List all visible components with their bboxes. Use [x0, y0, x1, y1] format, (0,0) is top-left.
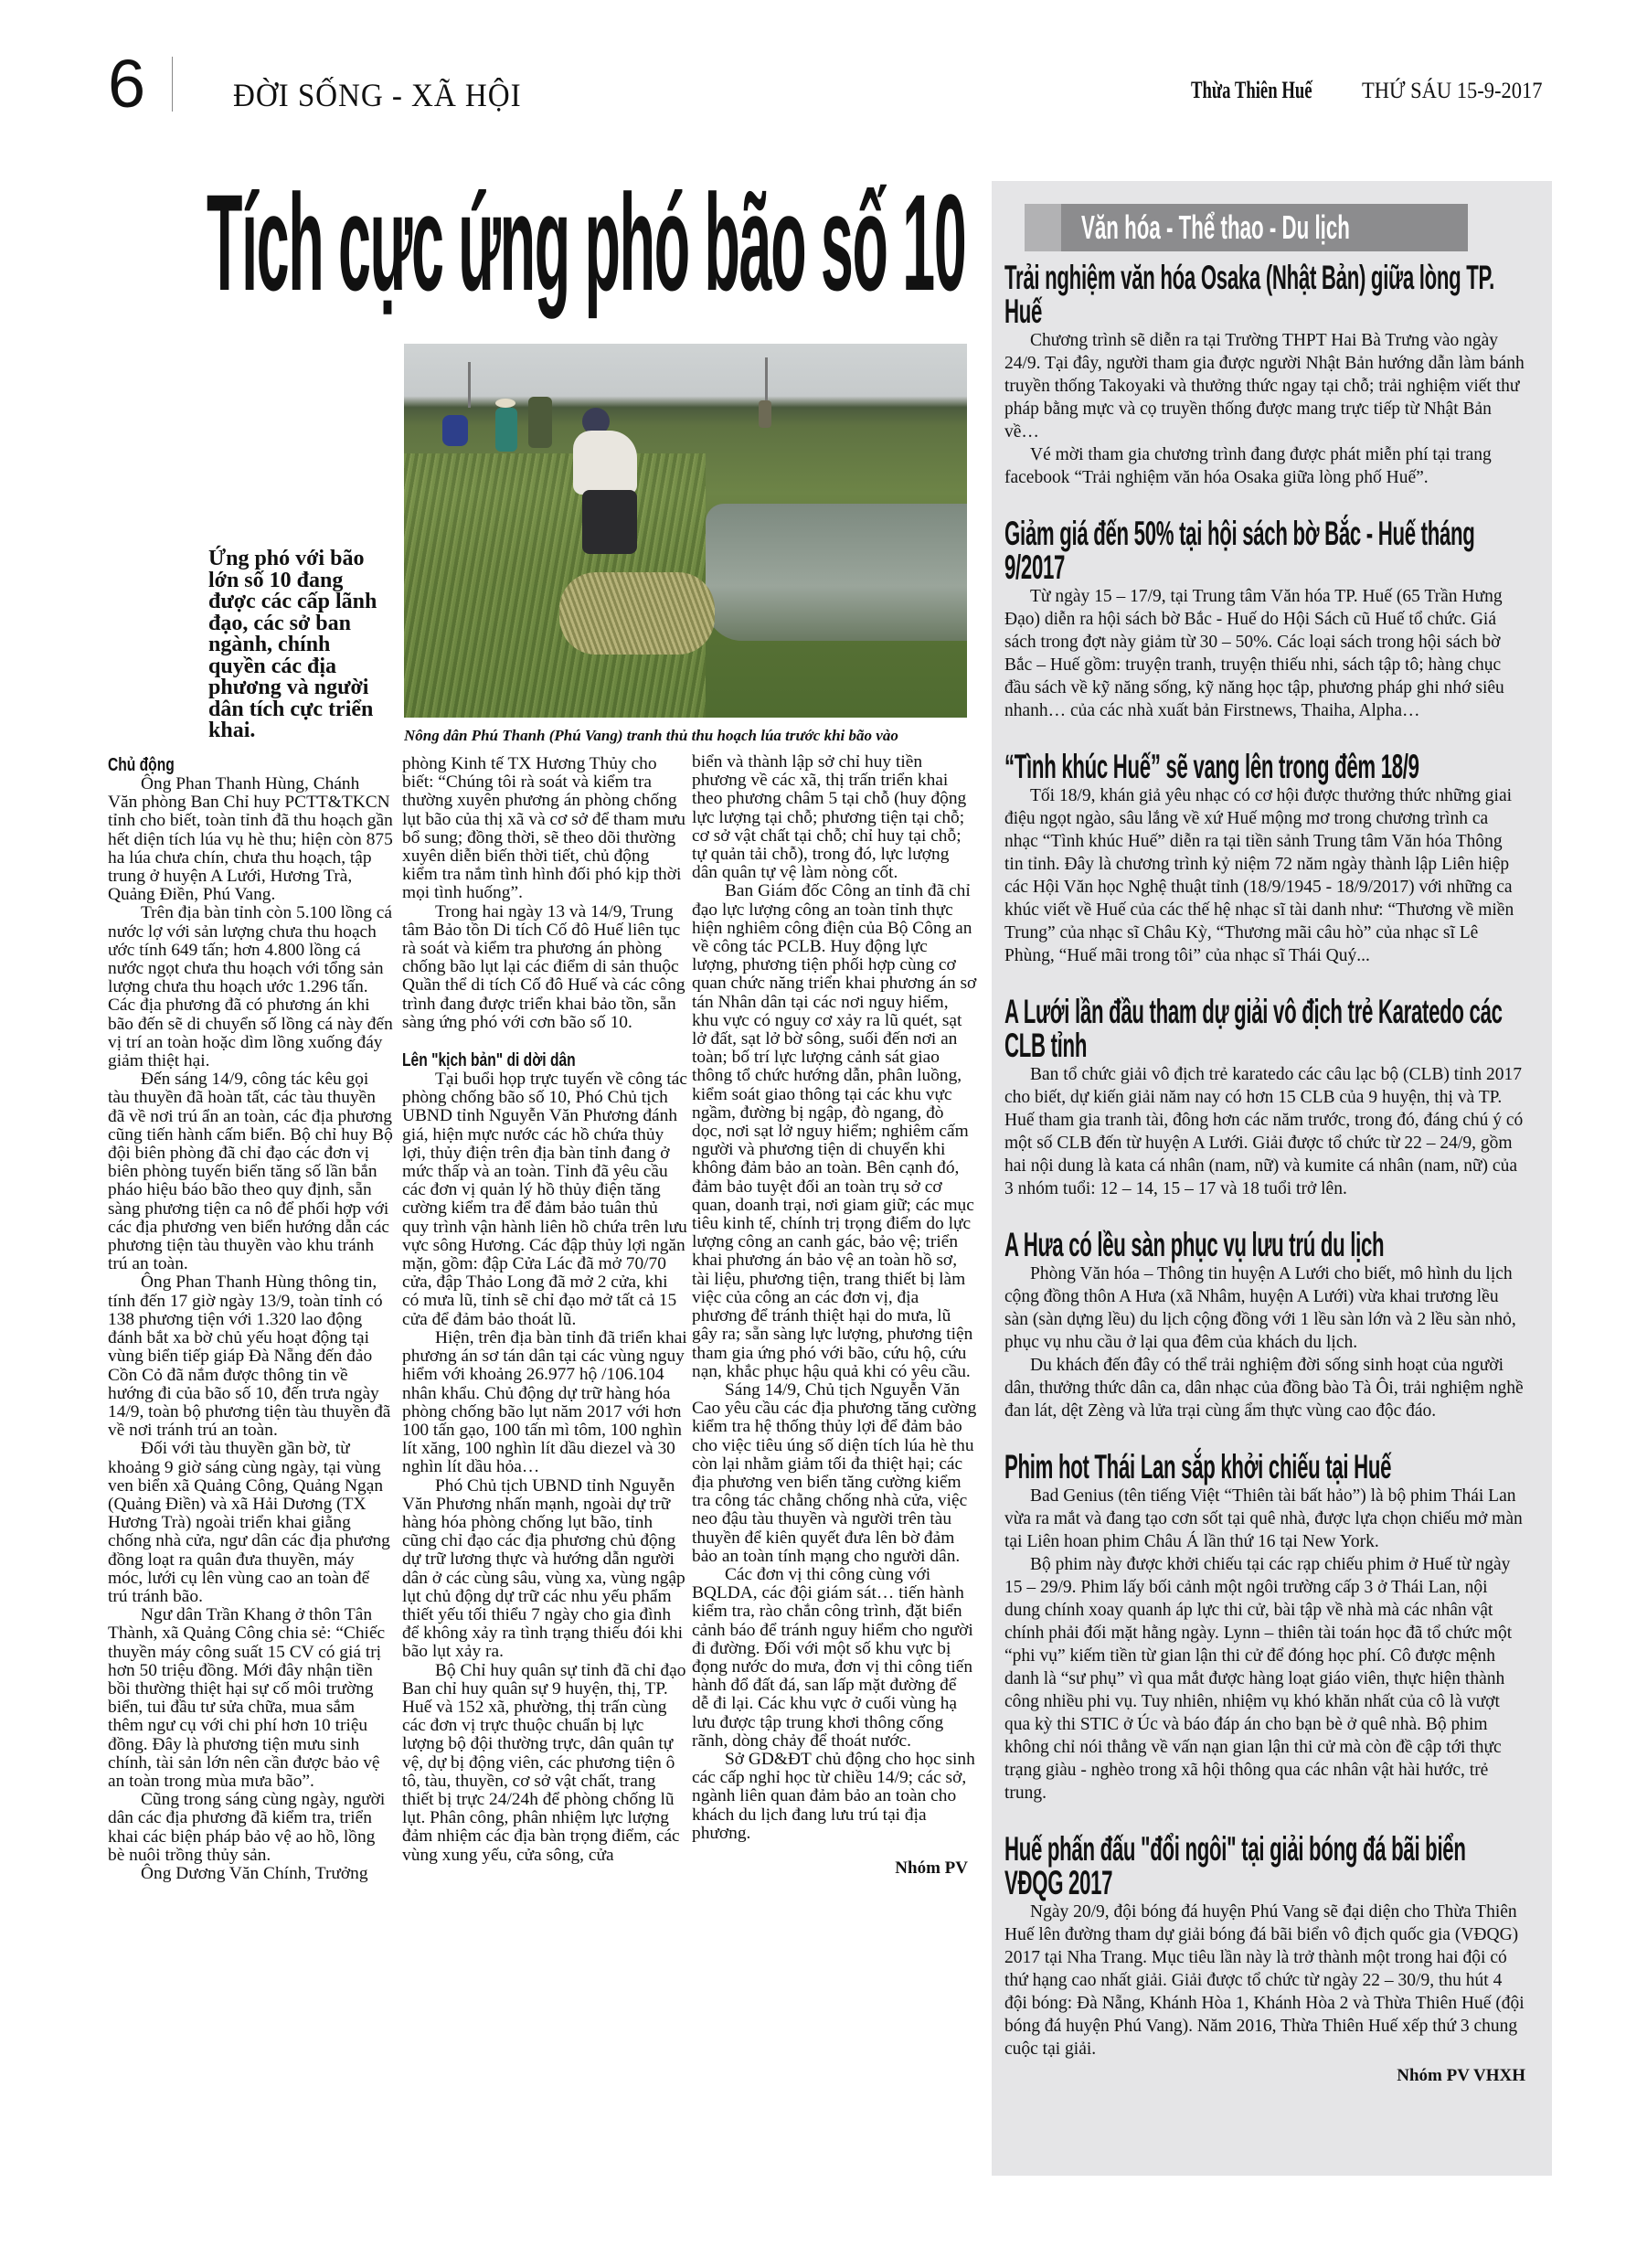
- label-accent: [1025, 204, 1061, 251]
- page-number: 6: [108, 46, 146, 122]
- article-lead: Ứng phó với bão lớn số 10 đang được các cấp lãnh đạo, các sở ban ngành, chính quyền các địa phương và người dân tích cực triển khai.: [208, 547, 377, 742]
- flooded-field: [706, 504, 967, 641]
- paragraph: Ông Phan Thanh Hùng, Chánh Văn phòng Ban Chỉ huy PCTT&TKCN tỉnh cho biết, toàn tỉnh đã thu hoạch gần hết diện tích lúa vụ hè thu; hiện còn 875 ha lúa chưa chín, chưa thu hoạch, tập trung ở huyện A Lưới, Hương Trà, Quảng Điền, Phú Vang.: [108, 774, 393, 905]
- paragraph: Chương trình sẽ diễn ra tại Trường THPT Hai Bà Trưng vào ngày 24/9. Tại đây, người tham gia được người Nhật Bản hướng dẫn làm bánh truyền thống Takoyaki và thưởng thức ngay tại chỗ; trải nghiệm viết thư pháp bằng mực và cọ truyền thống được mang trực tiếp từ Nhật Bản về…: [1004, 331, 1525, 442]
- paragraph: Bộ phim này được khởi chiếu tại các rạp chiếu phim ở Huế từ ngày 15 – 29/9. Phim lấy bối cảnh một ngôi trường cấp 3 ở Thái Lan, nội dung chính xoay quanh áp lực thi cử, bài tập về nhà mà các nhân vật chính phải đối mặt hằng ngày. Lynn – thiên tài toán học đã tổ chức một “phi vụ” kiếm tiền từ gian lận thi cử để đóng học phí. Cô được mệnh danh là “sư phụ” vì qua mắt được hàng loạt giáo viên, thực hiện thành công nhiều phi vụ. Tuy nhiên, nhiệm vụ khó khăn nhất của cô là vượt qua kỳ thi STIC ở Úc và báo đáp án cho bạn bè ở quê nhà. Bộ phim không chỉ nói thẳng về vấn nạn gian lận thi cử mà còn đề cập tới thực trạng giàu - nghèo trong xã hội thông qua các nhân vật hài hước, trẻ trung.: [1004, 1555, 1513, 1803]
- paragraph: Trong hai ngày 13 và 14/9, Trung tâm Bảo tồn Di tích Cố đô Huế liên tục rà soát và kiểm tra phương án phòng chống bão lụt lại các điểm di sản thuộc Quần thể di tích Cố đô Huế và các công trình đang được triển khai bảo tồn, sẵn sàng ứng phó với cơn bão số 10.: [402, 901, 685, 1032]
- sidebar-article: [1004, 750, 1525, 967]
- article-column-3: [692, 753, 977, 2179]
- sidebar-article-title: “Tình khúc Huế” sẽ vang lên trong đêm 18/9: [1004, 748, 1419, 785]
- farmer-figure: [573, 431, 637, 495]
- paragraph: biển và thành lập sở chỉ huy tiền phương về các xã, thị trấn triển khai theo phương châm 5 tại chỗ (huy động lực lượng tại chỗ; phương tiện tại chỗ; cơ sở vật chất tại chỗ; chỉ huy tại chỗ; tự quản tải chỗ), trong đó, lực lượng dân quân tự vệ làm nòng cốt.: [692, 753, 967, 883]
- paragraph: Ban tổ chức giải vô địch trẻ karatedo các câu lạc bộ (CLB) tỉnh 2017 cho biết, dự kiến giải năm nay có hơn 15 CLB của 9 huyện, thị và TP. Huế tham gia tranh tài, đông hơn các năm trước, trong đó, đáng chú ý có một số CLB đến từ huyện A Lưới. Giải được tổ chức từ 22 – 24/9, gồm hai nội dung là kata cá nhân (nam, nữ) và kumite cá nhân (nam, nữ) của 3 nhóm tuổi: 12 – 14, 15 – 17 và 18 tuổi trở lên.: [1004, 1065, 1524, 1198]
- farmer-figure: [495, 408, 517, 452]
- sidebar-article: [1004, 1228, 1525, 1422]
- paragraph: Phó Chủ tịch UBND tỉnh Nguyễn Văn Phương nhấn mạnh, ngoài dự trữ hàng hóa phòng chống lụt bão, tỉnh cũng chỉ đạo các địa phương chủ động dự trữ lương thực và hướng dẫn người dân ở các cùng sâu, vùng xa, vùng ngập lụt chủ động dự trữ các nhu yếu phẩm thiết yếu tối thiểu 7 ngày cho gia đình để không xảy ra tình trạng thiếu đói khi bão lụt xảy ra.: [402, 1475, 685, 1662]
- section-title: ĐỜI SỐNG - XÃ HỘI: [233, 77, 522, 113]
- sidebar-article: [1004, 1450, 1525, 1805]
- byline: Nhóm PV VHXH: [1397, 2066, 1525, 2085]
- subheading: Lên "kịch bản" di dời dân: [402, 1050, 576, 1071]
- article-photo: [404, 344, 967, 718]
- harvested-rice-bundle: [559, 572, 715, 655]
- sidebar-article-title: Giảm giá đến 50% tại hội sách bờ Bắc - Huế tháng 9/2017: [1004, 515, 1475, 586]
- sidebar-article: [1004, 995, 1525, 1200]
- paragraph: phòng Kinh tế TX Hương Thủy cho biết: “Chúng tôi rà soát và kiểm tra thường xuyên phương án phòng chống lụt bão của thị xã và cơ sở để tham mưu bổ sung; đồng thời, sẽ theo dõi thường xuyên diễn biến thời tiết, chủ động kiểm tra nắm tình hình đối phó kịp thời mọi tình huống”.: [402, 755, 685, 903]
- paragraph: Các đơn vị thi công cùng với BQLDA, các đội giám sát… tiến hành kiểm tra, rào chắn công trình, đặt biển cảnh báo để tránh nguy hiểm cho người đi đường. Đối với một số khu vực bị đọng nước do mưa, đơn vị thi công tiến hành đổ đất đá, san lấp mặt đường để dễ đi lại. Các khu vực ở cuối vùng hạ lưu được tập trung khơi thông cống rãnh, dòng chảy để thoát nước.: [692, 1564, 973, 1751]
- paragraph: Đối với tàu thuyền gần bờ, từ khoảng 9 giờ sáng cùng ngày, tại vùng ven biển xã Quảng Công, Quảng Ngạn (Quảng Điền) và xã Hải Dương (TX Hương Trà) ngoài triển khai giằng chống nhà cửa, ngư dân các địa phương đồng loạt ra quân đưa thuyền, máy móc, lưới cụ lên vùng cao an toàn để trú tránh bão.: [108, 1439, 390, 1606]
- paragraph: Hiện, trên địa bàn tỉnh đã triển khai phương án sơ tán dân tại các vùng nguy hiểm với khoảng 26.977 hộ /106.104 nhân khẩu. Chủ động dự trữ hàng hóa phòng chống bão lụt năm 2017 với hơn 100 tấn gạo, 100 tấn mì tôm, 100 nghìn lít xăng, 100 nghìn lít dầu diezel và 30 nghìn lít dầu hỏa…: [402, 1327, 687, 1477]
- byline: Nhóm PV: [895, 1858, 968, 1878]
- paragraph: Ban Giám đốc Công an tỉnh đã chỉ đạo lực lượng công an toàn tỉnh thực hiện nghiêm công điện của Bộ Công an về công tác PCLB. Huy động lực lượng, phương tiện phối hợp cùng cơ quan chức năng triển khai phương án sơ tán Nhân dân tại các nơi nguy hiểm, khu vực có nguy cơ xảy ra lũ quét, sạt lở đất, sạt lở bờ sông, suối đến nơi an toàn; bố trí lực lượng cảnh sát giao thông tổ chức hướng dẫn, phân luồng, kiểm soát giao thông tại các khu vực ngầm, đường bị ngập, đò ngang, đò dọc, nơi sạt lở nguy hiểm; nghiêm cấm người và phương tiện di chuyển khi không đảm bảo an toàn. Bên cạnh đó, đảm bảo tuyệt đối an toàn trụ sở cơ quan, doanh trại, nơi giam giữ; các mục tiêu kinh tế, chính trị trọng điểm do lực lượng công an canh gác, bảo vệ; triển khai phương án bảo vệ an toàn hồ sơ, tài liệu, phương tiện, trang thiết bị làm việc của công an các đơn vị, địa phương để tránh thiệt hại do mưa, lũ gây ra; sẵn sàng lực lượng, phương tiện tham gia ứng phó với bão, cứu hộ, cứu nạn, khắc phục hậu quả khi có yêu cầu.: [692, 881, 977, 1381]
- paragraph: Bad Genius (tên tiếng Việt “Thiên tài bất hảo”) là bộ phim Thái Lan vừa ra mắt và đang tạo cơn sốt tại quê nhà, được lựa chọn chiếu mở màn tại Liên hoan phim Châu Á lần thứ 16 tại New York.: [1004, 1486, 1523, 1551]
- paragraph: Vé mời tham gia chương trình đang được phát miễn phí tại trang facebook “Trải nghiệm văn hóa Osaka giữa lòng phố Huế”.: [1004, 445, 1492, 487]
- paragraph: Đến sáng 14/9, công tác kêu gọi tàu thuyền đã hoàn tất, các tàu thuyền đã về nơi trú ẩn an toàn, các địa phương cũng tiến hành cấm biển. Bộ chỉ huy Bộ đội biên phòng đã chỉ đạo các đơn vị biên phòng tuyến biển tăng số lần bắn pháo hiệu báo bão theo quy định, sẵn sàng phương tiện ca nô để phối hợp với các địa phương ven biển hướng dẫn các phương tiện tàu thuyền vào khu tránh trú an toàn.: [108, 1070, 393, 1274]
- sidebar-label-bar: [1025, 204, 1468, 251]
- utility-pole: [468, 362, 471, 408]
- paragraph: Tối 18/9, khán giả yêu nhạc có cơ hội được thưởng thức những giai điệu ngọt ngào, sâu lắng về xứ Huế mộng mơ trong chương trình ca nhạc “Tình khúc Huế” diễn ra tại tiền sảnh Trung tâm Văn hóa Thông tin tỉnh. Đây là chương trình kỷ niệm 72 năm ngày thành lập Liên hiệp các Hội Văn học Nghệ thuật tỉnh (18/9/1945 - 18/9/2017) với những ca khúc viết về Huế của các thế hệ nhạc sĩ tài danh như: “Thương về miền Trung” của nhạc sĩ Châu Kỳ, “Thương mãi câu hò” của nhạc sĩ Lê Phùng, “Huế mãi trong tôi” của nhạc sĩ Thái Quý...: [1004, 786, 1514, 965]
- paragraph: Ông Dương Văn Chính, Trưởng: [141, 1863, 368, 1883]
- farmer-trousers: [582, 490, 637, 554]
- paragraph: Ngư dân Trần Khang ở thôn Tân Thành, xã Quảng Công chia sẻ: “Chiếc thuyền máy công suất 15 CV có giá trị hơn 50 triệu đồng. Mới đây nhận tiền bồi thường thiệt hại sự cố môi trường biển, tui đầu tư sửa chữa, mua sắm thêm ngư cụ với chi phí hơn 10 triệu đồng. Đây là phương tiện mưu sinh chính, tài sản lớn nên cần được bảo vệ an toàn trong mùa mưa bão”.: [108, 1605, 386, 1791]
- sidebar-article-title: A Lưới lần đầu tham dự giải vô địch trẻ Karatedo các CLB tỉnh: [1004, 993, 1503, 1064]
- paragraph: Ngày 20/9, đội bóng đá huyện Phú Vang sẽ đại diện cho Thừa Thiên Huế lên đường tham dự giải bóng đá bãi biển vô địch quốc gia (VĐQG) 2017 tại Nha Trang. Mục tiêu lần này là trở thành một trong hai đội có thứ hạng cao nhất giải. Giải được tổ chức từ ngày 22 – 30/9, thu hút 4 đội bóng: Đà Nẵng, Khánh Hòa 1, Khánh Hòa 2 và Thừa Thiên Huế (đội bóng đá huyện Phú Vang). Năm 2016, Thừa Thiên Huế xếp thứ 3 chung cuộc tại giải.: [1004, 1902, 1525, 2059]
- sidebar-article: [1004, 516, 1525, 722]
- sidebar-article-title: Phim hot Thái Lan sắp khởi chiếu tại Huế: [1004, 1448, 1392, 1485]
- photo-caption: Nông dân Phú Thanh (Phú Vang) tranh thủ thu hoạch lúa trước khi bão vào: [404, 727, 898, 744]
- paragraph: Phòng Văn hóa – Thông tin huyện A Lưới cho biết, mô hình du lịch cộng đồng thôn A Hưa (xã Nhâm, huyện A Lưới) vừa khai trương lều sàn (sàn dựng lều) du lịch cộng đồng với 1 lều sàn lớn và 2 lều sàn nhỏ, phục vụ nhu cầu ở lại qua đêm của khách du lịch.: [1004, 1264, 1516, 1352]
- sidebar-label: Văn hóa - Thể thao - Du lịch: [1081, 208, 1350, 246]
- paragraph: Sở GD&ĐT chủ động cho học sinh các cấp nghỉ học từ chiều 14/9; các sở, ngành liên quan đảm bảo an toàn cho khách du lịch đang lưu trú tại địa phương.: [692, 1749, 975, 1843]
- sidebar-articles: [1004, 261, 1525, 2086]
- paragraph: Bộ Chỉ huy quân sự tỉnh đã chỉ đạo Ban chỉ huy quân sự 9 huyện, thị, TP. Huế và 152 xã, phường, thị trấn cùng các đơn vị trực thuộc chuẩn bị lực lượng bộ đội thường trực, dân quân tự vệ, dự bị động viên, các phương tiện ô tô, tàu, thuyền, cơ sở vật chất, trang thiết bị trực 24/24h để phòng chống lũ lụt. Phân công, phân nhiệm lực lượng đảm nhiệm các địa bàn trọng điểm, các vùng xung yếu, cửa sông, cửa: [402, 1660, 686, 1865]
- issue-date: THỨ SÁU 15-9-2017: [1362, 79, 1543, 103]
- paragraph: Tại buổi họp trực tuyến về công tác phòng chống bão số 10, Phó Chủ tịch UBND tỉnh Nguyễn Văn Phương đánh giá, hiện mực nước các hồ chứa thủy lợi, thủy điện trên địa bàn tỉnh đang ở mức thấp và an toàn. Tỉnh đã yêu cầu các đơn vị quản lý hồ thủy điện tăng cường kiểm tra để đảm bảo tuân thủ quy trình vận hành liên hồ chứa trên lưu vực sông Hương. Các đập thủy lợi ngăn mặn, gồm: đập Cửa Lác đã mở 70/70 cửa, đập Thảo Long đã mở 2 cửa, khi có mưa lũ, tỉnh sẽ chỉ đạo mở tất cả 15 cửa để đảm bảo thoát lũ.: [402, 1070, 687, 1329]
- paragraph: Trên địa bàn tỉnh còn 5.100 lồng cá nước lợ với sản lượng chưa thu hoạch ước tính 649 tấn; hơn 4.800 lồng cá nước ngọt chưa thu hoạch với tổng sản lượng chưa thu hoạch ước 1.296 tấn. Các địa phương đã có phương án khi bão đến sẽ di chuyển số lồng cá này đến vị trí an toàn hoặc dìm lồng xuống đáy giảm thiệt hại.: [108, 903, 393, 1071]
- sidebar-article: [1004, 1832, 1525, 2086]
- paragraph: Từ ngày 15 – 17/9, tại Trung tâm Văn hóa TP. Huế (65 Trần Hưng Đạo) diễn ra hội sách bờ Bắc - Huế do Hội Sách cũ Huế tổ chức. Giá sách trong đợt này giảm từ 30 – 50%. Các loại sách trong hội sách bờ Bắc – Huế gồm: truyện tranh, truyện thiếu nhi, sách tập tô; hàng chục đầu sách về kỹ năng sống, kỹ năng học tập, phương pháp ghi nhớ siêu nhanh… của các nhà xuất bản Firstnews, Thaiha, Alpha…: [1004, 587, 1504, 720]
- conical-hat: [495, 399, 515, 408]
- paragraph: Sáng 14/9, Chủ tịch Nguyễn Văn Cao yêu cầu các địa phương tăng cường kiểm tra hệ thống thủy lợi để đảm bảo cho việc tiêu úng số diện tích lúa hè thu còn lại nhằm giảm tối đa thiệt hại; các địa phương ven biển tăng cường kiểm tra công tác chằng chống nhà cửa, việc neo đậu tàu thuyền và người trên tàu thuyền để kiên quyết đưa lên bờ đảm bảo an toàn tính mạng cho người dân.: [692, 1379, 977, 1566]
- newspaper-name: Thừa Thiên Huế: [1191, 77, 1312, 103]
- farmer-figure: [442, 415, 468, 446]
- header-divider: [172, 57, 173, 112]
- farmer-figure: [759, 400, 771, 428]
- farmer-figure: [528, 397, 552, 448]
- sidebar-article-title: Huế phấn đấu "đổi ngôi" tại giải bóng đá bãi biển VĐQG 2017: [1004, 1830, 1466, 1901]
- main-headline: Tích cực ứng phó bão số 10: [207, 165, 966, 319]
- paragraph: Cũng trong sáng cùng ngày, người dân các địa phương đã kiểm tra, triển khai các biện pháp bảo vệ ao hồ, lồng bè nuôi trồng thủy sản.: [108, 1790, 386, 1865]
- sidebar-article-title: A Hưa có lều sàn phục vụ lưu trú du lịch: [1004, 1226, 1385, 1263]
- article-column-1: [108, 755, 393, 2181]
- sidebar-article-title: Trải nghiệm văn hóa Osaka (Nhật Bản) giữa lòng TP. Huế: [1004, 259, 1495, 330]
- paragraph: Ông Phan Thanh Hùng thông tin, tính đến 17 giờ ngày 13/9, toàn tỉnh có 138 phương tiện với 1.320 lao động đánh bắt xa bờ chủ yếu hoạt động tại vùng biển tiếp giáp Đà Nẵng đến đảo Cồn Cỏ đã nắm được thông tin về hướng đi của bão số 10, đến trưa ngày 14/9, toàn bộ phương tiện tàu thuyền đã về nơi tránh trú an toàn.: [108, 1272, 391, 1441]
- sidebar-article: [1004, 261, 1525, 489]
- subheading: Chủ động: [108, 755, 175, 775]
- article-column-2: [402, 755, 687, 2181]
- paragraph: Du khách đến đây có thể trải nghiệm đời sống sinh hoạt của người dân, thưởng thức dân ca, dân nhạc của đồng bào Tà Ôi, trải nghiệm nghề đan lát, dệt Zèng và lửa trại cùng ẩm thực vùng cao độc đáo.: [1004, 1356, 1524, 1421]
